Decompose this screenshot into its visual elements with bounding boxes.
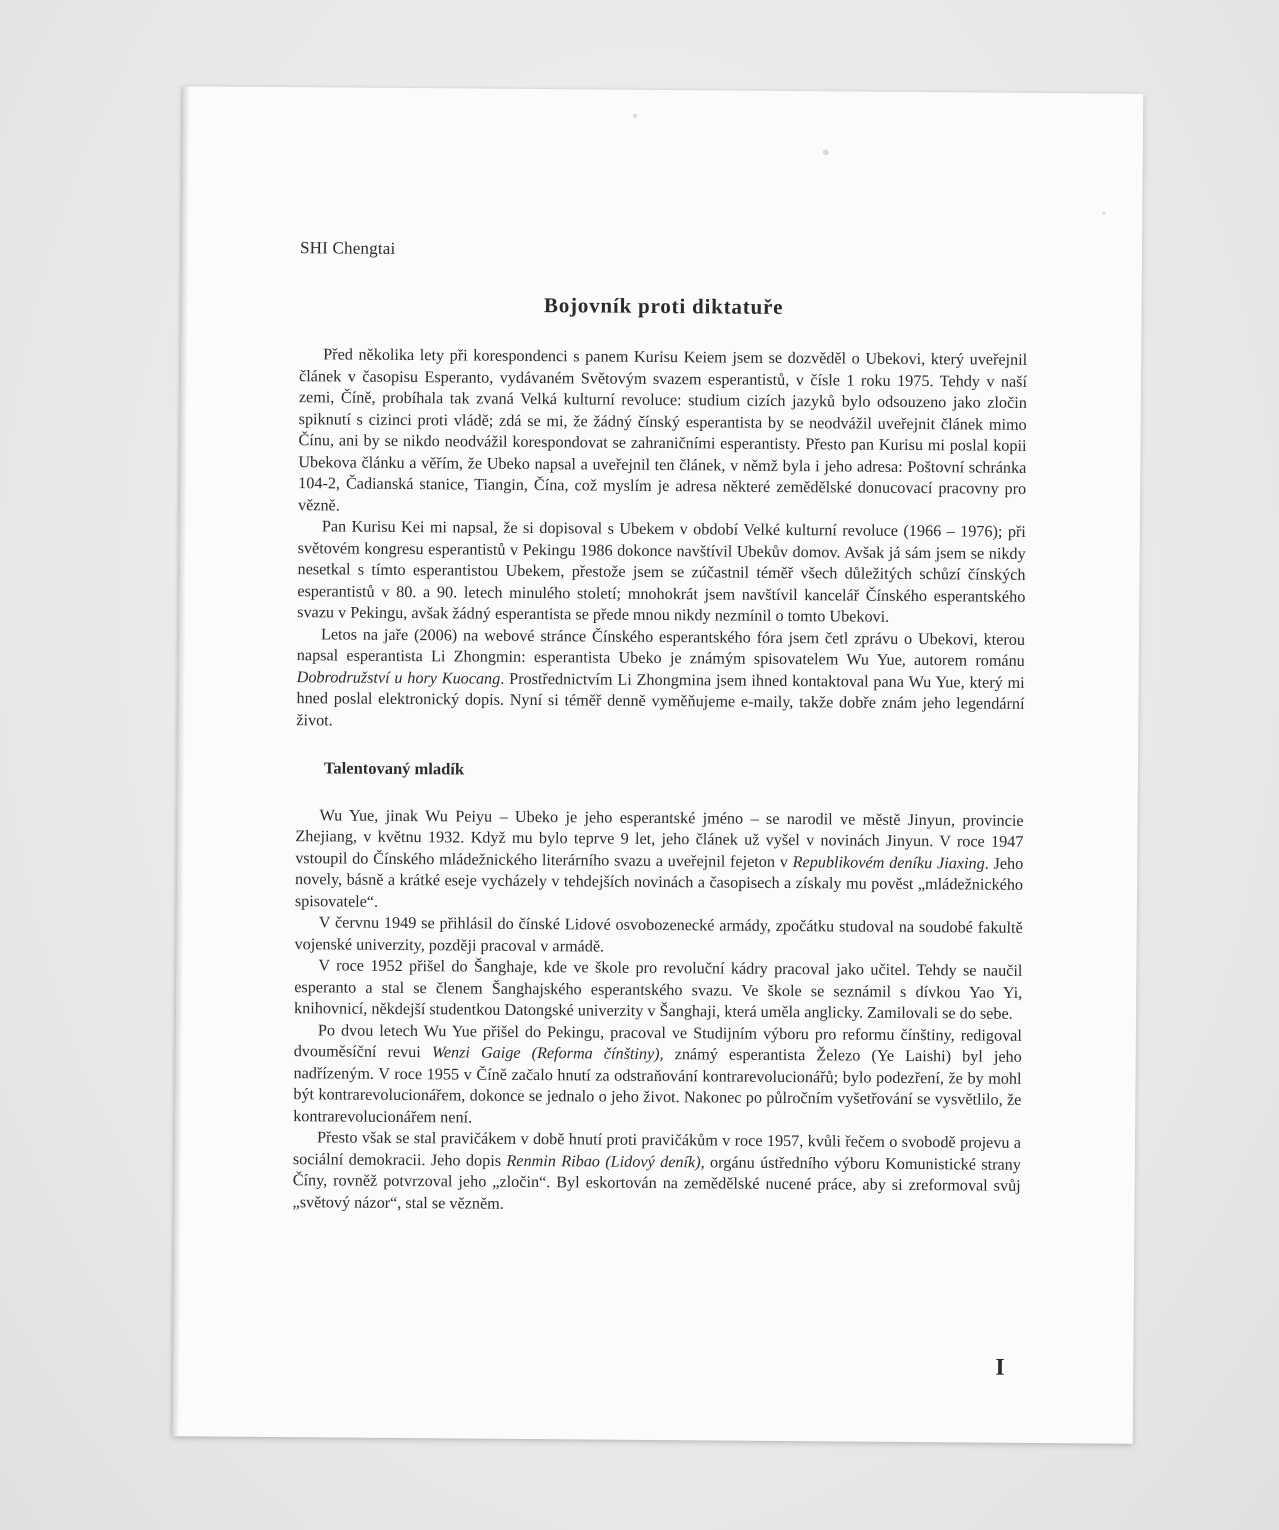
paragraph-text: Přesto však se stal pravičákem v době hnutí proti pravičákům v roce 1957, kvůli řečem o svobodě projevu a sociální demokracii. Jeho dopis: [292, 1128, 1022, 1170]
paragraph: V červnu 1949 se přihlásil do čínské Lidové osvobozenecké armády, zpočátku studoval na soudobé fakultě vojenské univerzity, později pracoval v armádě.: [294, 913, 1023, 956]
article-body: [292, 237, 1028, 1219]
paper-speck: [633, 114, 637, 118]
paragraph: V roce 1952 přišel do Šanghaje, kde ve škole pro revoluční kádry pracoval jako učitel. Tehdy se naučil esperanto a stal se členem Šanghajského esperantského svazu. Ve škole se seznámil s dívkou Yao Yi, knihovnicí, někdejší studentkou Datongské univerzity v Šanghaji, která uměla anglicky. Zamilovali se do sebe.: [294, 956, 1023, 1023]
newspaper-title: Renmin Ribao (Lidový deník),: [506, 1151, 705, 1171]
paper-speck: [1102, 211, 1105, 214]
paragraph-text: Wu Yue, jinak Wu Peiyu – Ubeko je jeho esperantské jméno – se narodil ve městě Jinyun, provincie Zhejiang, v květnu 1932. Když mu bylo teprve 9 let, jeho článek už vyšel v novinách Jinyun. V roce 1947 vstoupil do Čínského mládežnického literárního svazu a uveřejnil fejeton v: [295, 805, 1024, 871]
paragraph: [296, 624, 1025, 737]
paragraph: [293, 1020, 1022, 1133]
paragraph-text: Letos na jaře (2006) na webové stránce Čínského esperantského fóra jsem četl zprávu o Ubekovi, kterou napsal esperantista Li Zhongmin: esperantista Ubeko je známým spisovatelem Wu Yue, autorem románu: [296, 624, 1026, 670]
author-name: SHI Chengtai: [299, 238, 396, 258]
paragraph-text: Po dvou letech Wu Yue přišel do Pekingu, pracoval ve Studijním výboru pro reformu čínštiny, redigoval dvouměsíční revui: [293, 1020, 1022, 1062]
page-number: I: [995, 1354, 1005, 1381]
paper-speck: [823, 149, 829, 155]
journal-title: Wenzi Gaige (Reforma čínštiny),: [431, 1043, 664, 1064]
paragraph-text: . Jeho novely, básně a krátké eseje vycházely v tehdejších novinách a časopisech a získaly mu pověst „mládežnického spisovatele“.: [294, 854, 1024, 911]
paragraph: [292, 1127, 1021, 1219]
section-heading: Talentovaný mladík: [323, 758, 465, 779]
paragraph: [295, 805, 1024, 918]
paragraph: Před několika lety při korespondenci s panem Kurisu Keiem jsem se dozvěděl o Ubekovi, který uveřejnil článek v časopisu Esperanto, vydávaném Světovým svazem esperantistů, v čísle 1 roku 1975. Tehdy v naší zemi, Číně, probíhala tak zvaná Velká kulturní revoluce: studium cizích jazyků bylo odsouzeno jako zločin spiknutí s cizinci proti vládě; zdá se mi, že žádný čínský esperantista by se neodvážil uveřejnit článek mimo Čínu, ani by se nikdo neodvážil korespondovat se zahraničními esperantisty. Přesto pan Kurisu mi poslal kopii Ubekova článku a věřím, že Ubeko napsal a uveřejnil ten článek, v němž byla i jeho adresa: Poštovní schránka 104-2, Čadianská stanice, Tiangin, Čína, což myslím je adresa některé zemědělské donucovací pracovny pro vězně.: [297, 345, 1028, 514]
paragraph: Pan Kurisu Kei mi napsal, že si dopisoval s Ubekem v období Velké kulturní revoluce (1966 – 1976); při světovém kongresu esperantistů v Pekingu 1986 dokonce navštívil Ubekův domov. Avšak já sám jsem se nikdy nesetkal s tímto esperantistou Ubekem, přestože jsem se zúčastnil téměř všech důležitých schůzí čínských esperantistů v 80. a 90. letech minulého století; mnohokrát jsem navštívil kancelář Čínského esperantského svazu v Pekingu, avšak žádný esperantista se přede mnou nikdy nezmínil o tomto Ubekovi.: [297, 517, 1026, 626]
paragraph-text: orgánu ústředního výboru Komunistické strany Číny, rovněž potvrzoval jeho „zločin“. Byl eskortován na zemědělské nucené práce, aby si zreformoval svůj „světový názor“, stal se vězněm.: [292, 1152, 1021, 1213]
novel-title: Dobrodružství u hory Kuocang: [296, 667, 501, 688]
paragraph-text: . Prostřednictvím Li Zhongmina jsem ihned kontaktoval pana Wu Yue, který mi hned poslal elektronický dopis. Nyní si téměř denně vyměňujeme e-maily, takže dobře znám jeho legendární život.: [296, 669, 1025, 729]
document-page: [173, 86, 1144, 1443]
article-title: Bojovník proti diktatuře: [543, 292, 784, 319]
paragraph-text: známý esperantista Železo (Ye Laishi) byl jeho nadřízeným. V roce 1955 v Číně začalo hnutí za odstraňování kontrarevolucionářů; bylo podezření, že by mohl být kontrarevolucionářem, dokonce se jednalo o jeho život. Nakonec po půlročním vyšetřování se vysvětlilo, že kontrarevolucionářem není.: [293, 1045, 1022, 1127]
newspaper-title: Republikovém deníku Jiaxing: [792, 852, 985, 873]
